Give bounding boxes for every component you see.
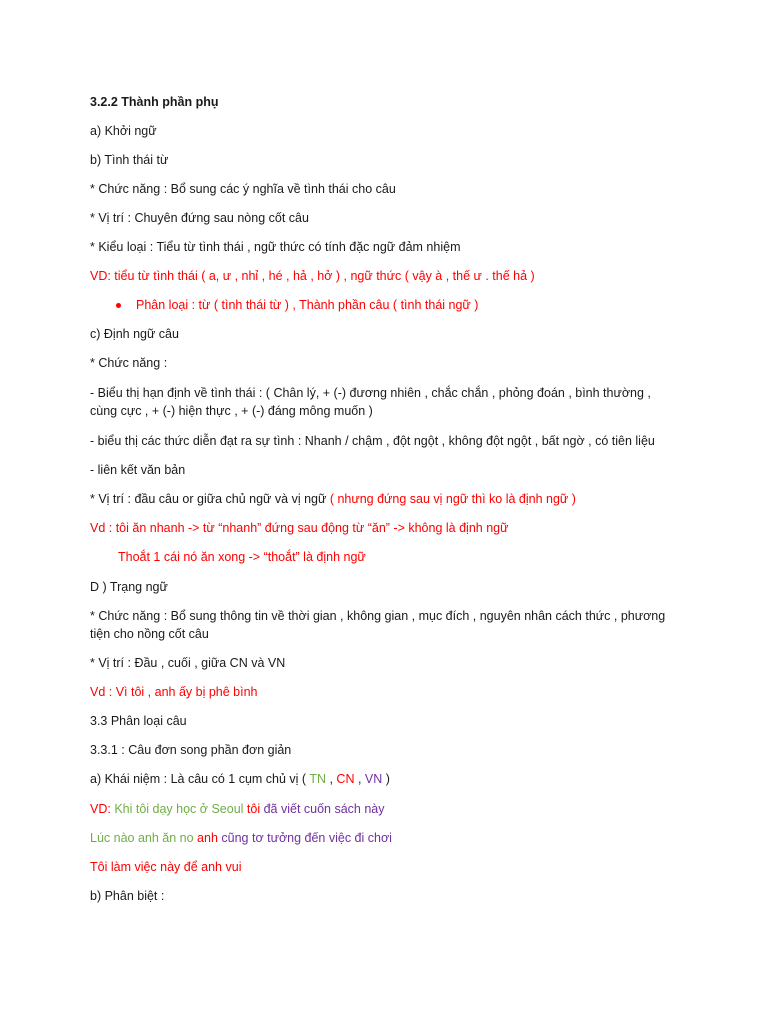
khai-niem-prefix: a) Khái niệm : Là câu có 1 cụm chủ vị ( bbox=[90, 772, 310, 786]
vi-tri-dinh-ngu-note: ( nhưng đứng sau vị ngữ thì ko là định ngữ ) bbox=[326, 492, 576, 506]
chuc-nang-dinh-ngu: * Chức năng : bbox=[90, 356, 168, 370]
example-2-tn: Lúc nào anh ăn no bbox=[90, 831, 194, 845]
example-cau-don-3: Tôi làm việc này để anh vui bbox=[90, 860, 242, 874]
vi-tri-dinh-ngu-main: * Vị trí : đầu câu or giữa chủ ngữ và vị ngữ bbox=[90, 492, 327, 506]
example-cau-don-2 bbox=[90, 829, 690, 847]
section-phan-loai-cau: 3.3 Phân loại câu bbox=[90, 714, 187, 728]
kieu-loai-tinh-thai: * Kiểu loại : Tiểu từ tình thái , ngữ thức có tính đặc ngữ đảm nhiệm bbox=[90, 240, 461, 254]
example-1-cn: tôi bbox=[243, 802, 261, 816]
example-trang-ngu: Vd : Vì tôi , anh ấy bị phê bình bbox=[90, 685, 258, 699]
example-dinh-ngu-2: Thoắt 1 cái nó ăn xong -> “thoắt” là định ngữ bbox=[118, 550, 366, 564]
vi-tri-dinh-ngu bbox=[90, 490, 690, 508]
chuc-nang-trang-ngu: * Chức năng : Bổ sung thông tin về thời gian , không gian , mục đích , nguyên nhân cách thức , phương tiện cho nồng cốt câu bbox=[90, 609, 666, 641]
item-phan-biet: b) Phân biệt : bbox=[90, 889, 165, 903]
example-1-tn: Khi tôi dạy học ở Seoul bbox=[114, 802, 244, 816]
item-khoi-ngu: a) Khởi ngữ bbox=[90, 124, 157, 138]
example-tinh-thai: VD: tiểu từ tình thái ( a, ư , nhỉ , hé , hả , hở ) , ngữ thức ( vậy à , thế ư . thế hả ) bbox=[90, 269, 535, 283]
vi-tri-tinh-thai: * Vị trí : Chuyên đứng sau nòng cốt câu bbox=[90, 211, 309, 225]
label-tn: TN bbox=[309, 772, 326, 786]
example-2-vn: cũng tơ tưởng đến việc đi chơi bbox=[217, 831, 392, 845]
item-tinh-thai-tu: b) Tình thái từ bbox=[90, 153, 169, 167]
bullet-phan-loai: Phân loại : từ ( tình thái từ ) , Thành phần câu ( tình thái ngữ ) bbox=[136, 298, 479, 312]
chuc-nang-tinh-thai: * Chức năng : Bổ sung các ý nghĩa về tình thái cho câu bbox=[90, 182, 396, 196]
bieu-thi-tinh-thai: - Biểu thị hạn định về tình thái : ( Chân lý, + (-) đương nhiên , chắc chắn , phỏng đoán , bình thường , cùng cực , + (-) hiện thực , + (-) đáng mông muốn ) bbox=[90, 386, 651, 418]
khai-niem-sep2: , bbox=[354, 772, 365, 786]
label-cn: CN bbox=[336, 772, 355, 786]
item-trang-ngu: D ) Trạng ngữ bbox=[90, 580, 168, 594]
khai-niem-suffix: ) bbox=[382, 772, 390, 786]
lien-ket-van-ban: - liên kết văn bản bbox=[90, 463, 186, 477]
bieu-thi-cach-thuc: - biểu thị các thức diễn đạt ra sự tình : Nhanh / chậm , đột ngột , không đột ngột , bất ngờ , có tiên liệu bbox=[90, 434, 655, 448]
subsection-cau-don: 3.3.1 : Câu đơn song phần đơn giản bbox=[90, 743, 292, 757]
example-cau-don-1 bbox=[90, 800, 690, 818]
label-vn: VN bbox=[364, 772, 383, 786]
example-dinh-ngu-1: Vd : tôi ăn nhanh -> từ “nhanh” đứng sau động từ “ăn” -> không là định ngữ bbox=[90, 521, 509, 535]
khai-niem-sep1: , bbox=[326, 772, 337, 786]
example-1-vn: đã viết cuốn sách này bbox=[260, 802, 385, 816]
section-heading: 3.2.2 Thành phần phụ bbox=[90, 95, 219, 109]
vi-tri-trang-ngu: * Vị trí : Đầu , cuối , giữa CN và VN bbox=[90, 656, 286, 670]
bullet-dot-icon bbox=[116, 303, 121, 308]
item-dinh-ngu-cau: c) Định ngữ câu bbox=[90, 327, 179, 341]
khai-niem bbox=[90, 770, 690, 788]
example-label: VD: bbox=[90, 802, 115, 816]
example-2-cn: anh bbox=[193, 831, 218, 845]
